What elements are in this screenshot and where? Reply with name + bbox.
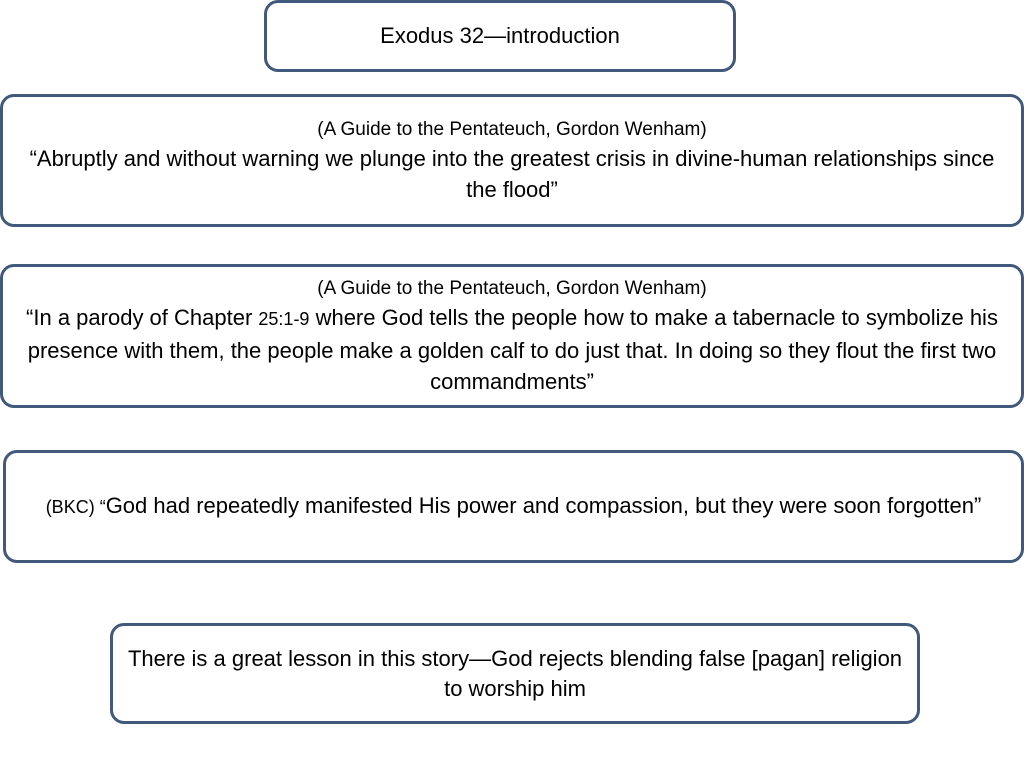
quote-box-bkc: [3, 450, 1024, 563]
quote-box-wenham-1: [0, 94, 1024, 227]
quote-citation: (BKC) “: [45, 497, 106, 517]
page-title: Exodus 32—introduction: [380, 23, 620, 48]
quote-citation: (A Guide to the Pentateuch, Gordon Wenham): [317, 277, 707, 299]
chapter-reference: 25:1-9: [258, 308, 310, 329]
quote-body: God had repeatedly manifested His power and compassion, but they were soon forgotten”: [105, 493, 982, 518]
quote-box-wenham-2: [0, 264, 1024, 408]
quote-text: [46, 490, 982, 523]
quote-text-end: where God tells the people how to make a tabernacle to symbolize his presence with them, the people make a golden calf to do just that. In doing so they flout the first two commandments”: [27, 304, 998, 394]
title-box: [264, 0, 736, 72]
quote-text: “Abruptly and without warning we plunge into the greatest crisis in divine-human relationships since the flood”: [29, 145, 995, 202]
lesson-text: There is a great lesson in this story—God rejects blending false [pagan] religion to worship him: [127, 645, 903, 701]
quote-citation: (A Guide to the Pentateuch, Gordon Wenham): [317, 118, 707, 140]
quote-text: [13, 302, 1011, 397]
lesson-box: [110, 623, 920, 724]
quote-text-start: “In a parody of Chapter: [26, 304, 259, 330]
